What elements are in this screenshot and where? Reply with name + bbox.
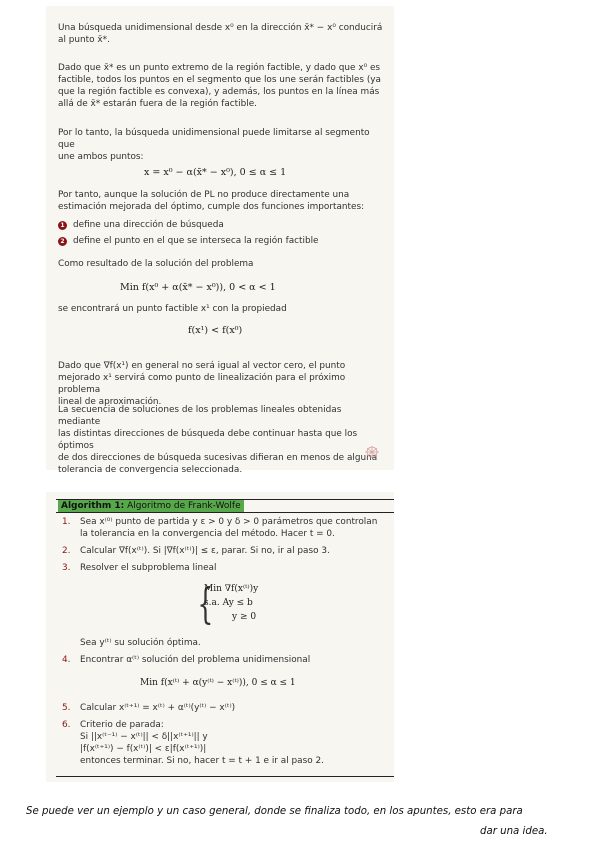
subproblem-brace: { [197, 579, 214, 628]
handwritten-note-line-2: dar una idea. [480, 826, 548, 837]
step-3-after-text: Sea y⁽ᵗ⁾ su solución óptima. [80, 638, 201, 648]
step-1-line-2: la tolerancia en la convergencia del método. Hacer t = 0. [80, 529, 335, 539]
algorithm-header-rule [56, 512, 394, 513]
p7-line-1: Dado que ∇f(x¹) en general no será igual al vector cero, el punto [58, 361, 346, 371]
bullet-item-1 [58, 220, 224, 230]
paragraph-3 [58, 127, 384, 163]
p8-line-4: tolerancia de convergencia seleccionada. [58, 465, 243, 475]
subproblem-constraint-2: y ≥ 0 [232, 612, 257, 622]
step-number: 1. [62, 517, 71, 527]
paragraph-4 [58, 189, 384, 213]
algorithm-title-name: Algoritmo de Frank-Wolfe [124, 501, 241, 511]
p5-line-1: Como resultado de la solución del problema [58, 259, 254, 269]
subproblem-objective: Min ∇f(x⁽ᵗ⁾)y [204, 584, 259, 594]
step-number: 5. [62, 703, 71, 713]
step-number: 6. [62, 720, 71, 730]
bullet-number-icon: 2 [58, 237, 67, 246]
step-1-line-1: Sea x⁽⁰⁾ punto de partida y ε > 0 y δ > 0 parámetros que controlan [80, 517, 378, 527]
bullet-number-icon: 1 [58, 221, 67, 230]
paragraph-7 [58, 360, 384, 408]
p4-line-1: Por tanto, aunque la solución de PL no produce directamente una [58, 190, 350, 200]
equation-property: f(x¹) < f(x⁰) [188, 325, 243, 336]
p2-line-2: factible, todos los puntos en el segmento que los une serán factibles (ya [58, 75, 381, 85]
p3-line-1: Por lo tanto, la búsqueda unidimensional puede limitarse al segmento que [58, 128, 370, 150]
p6-line-1: se encontrará un punto factible x¹ con la propiedad [58, 304, 287, 314]
university-logo-icon [362, 445, 382, 459]
p7-line-2: mejorado x¹ servirá como punto de linealización para el próximo problema [58, 373, 346, 395]
equation-min-problem: Min f(x⁰ + α(x̄* − x⁰)), 0 < α < 1 [120, 282, 276, 293]
paragraph-8 [58, 404, 384, 476]
p1-line-2: al punto x̄*. [58, 35, 110, 45]
algorithm-bottom-rule [56, 776, 394, 777]
step-3-line-1: Resolver el subproblema lineal [80, 563, 217, 573]
p1-line-1: Una búsqueda unidimensional desde x⁰ en la dirección x̄* − x⁰ conducirá [58, 23, 383, 33]
p7-line-3: lineal de aproximación. [58, 397, 162, 407]
subproblem-constraint-1: s.a. Ay ≤ b [204, 598, 253, 608]
algorithm-title-label: Algorithm 1: [61, 501, 125, 511]
step-4-equation: Min f(x⁽ᵗ⁾ + α(y⁽ᵗ⁾ − x⁽ᵗ⁾)), 0 ≤ α ≤ 1 [140, 678, 296, 688]
step-number: 2. [62, 546, 71, 556]
p2-line-4: allá de x̄* estarán fuera de la región factible. [58, 99, 258, 109]
paragraph-5 [58, 258, 384, 270]
step-4-line-1: Encontrar α⁽ᵗ⁾ solución del problema unidimensional [80, 655, 311, 665]
p2-line-1: Dado que x̄* es un punto extremo de la región factible, y dado que x⁰ es [58, 63, 381, 73]
paragraph-6 [58, 303, 384, 315]
paragraph-1 [58, 22, 384, 46]
bullet-item-2 [58, 236, 319, 246]
step-6-line-4: entonces terminar. Si no, hacer t = t + 1 e ir al paso 2. [80, 756, 324, 766]
step-5-line-1: Calcular x⁽ᵗ⁺¹⁾ = x⁽ᵗ⁾ + α⁽ᵗ⁾(y⁽ᵗ⁾ − x⁽ᵗ⁾) [80, 703, 236, 713]
step-number: 3. [62, 563, 71, 573]
step-2-line-1: Calcular ∇f(x⁽ᵗ⁾). Si |∇f(x⁽ᵗ⁾)| ≤ ε, parar. Si no, ir al paso 3. [80, 546, 330, 556]
p8-line-1: La secuencia de soluciones de los problemas lineales obtenidas mediante [58, 405, 342, 427]
step-6-line-1: Criterio de parada: [80, 720, 164, 730]
p8-line-3: de dos direcciones de búsqueda sucesivas difieran en menos de alguna [58, 453, 378, 463]
paragraph-2 [58, 62, 384, 110]
step-6-line-2: Si ||x⁽ᵗ⁻¹⁾ − x⁽ᵗ⁾|| < δ||x⁽ᵗ⁺¹⁾|| y [80, 732, 208, 742]
p8-line-2: las distintas direcciones de búsqueda debe continuar hasta que los óptimos [58, 429, 358, 451]
step-number: 4. [62, 655, 71, 665]
bullet-2-text: define el punto en el que se interseca la región factible [73, 236, 319, 246]
handwritten-note-line-1: Se puede ver un ejemplo y un caso general, donde se finaliza todo, en los apuntes, esto era para [26, 806, 523, 817]
bullet-1-text: define una dirección de búsqueda [73, 220, 224, 230]
p3-line-2: une ambos puntos: [58, 152, 144, 162]
equation-segment: x = x⁰ − α(x̄* − x⁰), 0 ≤ α ≤ 1 [144, 167, 287, 178]
p2-line-3: que la región factible es convexa), y además, los puntos en la línea más [58, 87, 380, 97]
step-6-line-3: |f(x⁽ᵗ⁺¹⁾) − f(x⁽ᵗ⁾)| < ε|f(x⁽ᵗ⁺¹⁾)| [80, 744, 207, 754]
p4-line-2: estimación mejorada del óptimo, cumple dos funciones importantes: [58, 202, 365, 212]
algorithm-title [58, 500, 244, 512]
